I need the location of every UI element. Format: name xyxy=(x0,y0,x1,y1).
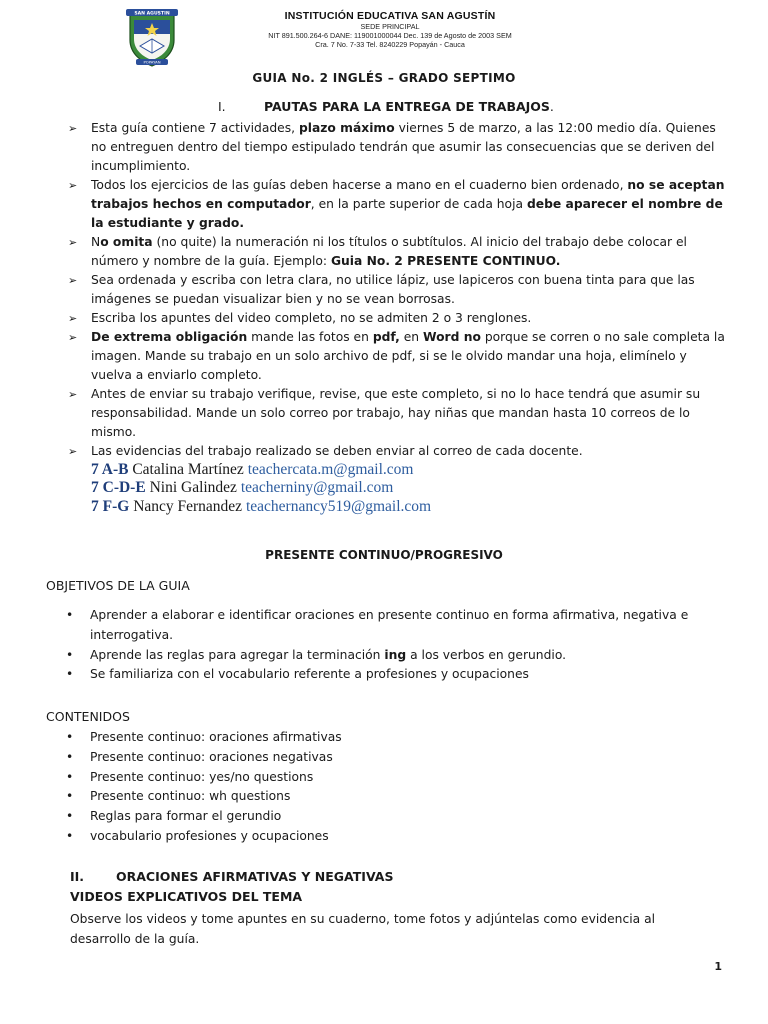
arrow-bullet-icon: ➢ xyxy=(68,179,78,192)
address-line: Cra. 7 No. 7-33 Tel. 8240229 Popayán - Cauca xyxy=(315,40,465,49)
bullet-icon: • xyxy=(66,789,74,804)
contact-row xyxy=(91,498,431,516)
rule-text: viernes 5 de marzo, a las 12:00 medio día. Quienes no entreguen dentro del tiempo estipulado tendrán que asumir las consecuencias que se deriven del incumplimiento. xyxy=(91,121,716,173)
bullet-icon: • xyxy=(66,667,74,682)
nit-line: NIT 891.500.264-6 DANE: 119001000044 Dec. 139 de Agosto de 2003 SEM xyxy=(268,31,512,40)
page-number: 1 xyxy=(714,960,722,973)
section-title: PAUTAS PARA LA ENTREGA DE TRABAJOS xyxy=(264,99,550,114)
bullet-icon: • xyxy=(66,730,74,744)
list-item xyxy=(68,385,728,442)
arrow-bullet-icon: ➢ xyxy=(68,122,78,135)
section-period: . xyxy=(549,99,554,114)
school-crest-logo xyxy=(120,6,184,68)
rule-bold-text: De extrema obligación xyxy=(91,330,248,344)
list-item xyxy=(46,646,696,666)
objective-text: Aprender a elaborar e identificar oraciones en presente continuo en forma afirmativa, negativa e interrogativa. xyxy=(90,608,689,642)
section-number: II. xyxy=(70,869,85,884)
list-item xyxy=(68,328,728,385)
contact-row xyxy=(91,479,431,497)
content-text: Presente continuo: wh questions xyxy=(90,789,291,804)
topic-title: PRESENTE CONTINUO/PROGRESIVO xyxy=(265,548,503,562)
rule-text: porque se corren o no sale completa la imagen. Mande su trabajo en un solo archivo de pdf, si se le olvido mandar una hoja, elimínelo y vuelva a enviarlo completo. xyxy=(91,330,725,382)
contact-email-link[interactable]: teacherniny@gmail.com xyxy=(240,479,394,497)
section-heading-i xyxy=(218,99,554,114)
contact-name: Nancy Fernandez xyxy=(133,497,243,515)
rule-bold-text: no se aceptan trabajos hechos en computador xyxy=(91,178,725,211)
rule-text: Antes de enviar su trabajo verifique, revise, que este completo, si no lo hace tendrá que asumir su responsabilidad. Mande un solo correo por trabajo, hay niñas que mandan hasta 10 correos de lo mismo. xyxy=(91,387,701,439)
list-item xyxy=(46,606,696,646)
contact-email-link[interactable]: teachernancy519@gmail.com xyxy=(245,497,432,515)
logo-top-text: SAN AGUSTIN xyxy=(134,11,170,17)
content-text: Reglas para formar el gerundio xyxy=(90,809,282,824)
instructions-paragraph: Observe los videos y tome apuntes en su cuaderno, tome fotos y adjúntelas como evidencia al desarrollo de la guía. xyxy=(70,912,656,946)
list-item xyxy=(68,309,728,328)
contact-row xyxy=(91,461,431,479)
section-title: ORACIONES AFIRMATIVAS Y NEGATIVAS xyxy=(116,869,394,884)
logo-bottom-text: POPAYAN xyxy=(143,59,161,65)
contact-email-link[interactable]: teachercata.m@gmail.com xyxy=(247,461,414,478)
list-item xyxy=(46,807,696,827)
rule-text: Las evidencias del trabajo realizado se deben enviar al correo de cada docente. xyxy=(91,444,583,458)
list-item xyxy=(68,176,728,233)
list-item xyxy=(46,748,696,768)
rule-bold-text: plazo máximo xyxy=(298,121,395,135)
contact-group: 7 F-G xyxy=(91,497,130,515)
content-text: Presente continuo: yes/no questions xyxy=(90,769,314,784)
content-text: vocabulario profesiones y ocupaciones xyxy=(90,828,329,843)
section-heading-ii xyxy=(70,869,393,884)
content-text: Presente continuo: oraciones negativas xyxy=(90,749,333,764)
list-item xyxy=(68,442,728,461)
rule-text: Sea ordenada y escriba con letra clara, no utilice lápiz, use lapiceros con buena tinta para que las imágenes se puedan visualizar bien y no se vean borrosas. xyxy=(91,273,695,306)
list-item xyxy=(46,768,696,788)
contact-name: Nini Galindez xyxy=(149,479,237,497)
contents-heading: CONTENIDOS xyxy=(46,709,130,724)
institution-name: INSTITUCIÓN EDUCATIVA SAN AGUSTÍN xyxy=(284,10,496,22)
rule-text: en xyxy=(399,330,423,344)
bullet-icon: • xyxy=(66,828,74,843)
rule-bold-text: pdf, xyxy=(372,330,400,344)
rule-bold-text: debe aparecer el nombre de la estudiante y grado. xyxy=(91,197,723,230)
bullet-icon: • xyxy=(66,608,74,622)
rule-bold-text: Guia No. 2 PRESENTE CONTINUO. xyxy=(330,254,561,268)
contents-list xyxy=(46,728,696,847)
letterhead xyxy=(200,10,580,49)
arrow-bullet-icon: ➢ xyxy=(68,312,78,325)
list-item xyxy=(68,271,728,309)
objective-bold-text: ing xyxy=(384,647,407,662)
teacher-contacts xyxy=(91,461,431,516)
objective-text: Aprende las reglas para agregar la terminación xyxy=(90,647,385,662)
rule-text: , en la parte superior de cada hoja xyxy=(310,197,527,211)
rule-text: Esta guía contiene 7 actividades, xyxy=(91,121,299,135)
section-number: I. xyxy=(218,99,226,114)
arrow-bullet-icon: ➢ xyxy=(68,388,78,401)
list-item xyxy=(46,665,696,685)
bullet-icon: • xyxy=(66,809,74,824)
bullet-icon: • xyxy=(66,769,74,784)
rule-text: mande las fotos en xyxy=(247,330,373,344)
list-item xyxy=(68,119,728,176)
rule-text: N xyxy=(91,235,101,249)
list-item xyxy=(46,728,696,748)
rules-list xyxy=(68,119,728,461)
guide-title: GUIA No. 2 INGLÉS – GRADO SEPTIMO xyxy=(252,71,516,85)
bullet-icon: • xyxy=(66,749,74,764)
arrow-bullet-icon: ➢ xyxy=(68,445,78,458)
content-text: Presente continuo: oraciones afirmativas xyxy=(90,730,342,744)
list-item xyxy=(68,233,728,271)
bullet-icon: • xyxy=(66,647,74,662)
arrow-bullet-icon: ➢ xyxy=(68,236,78,249)
objective-text: a los verbos en gerundio. xyxy=(406,647,567,662)
contact-group: 7 C-D-E xyxy=(91,479,146,497)
contact-group: 7 A-B xyxy=(91,461,129,478)
rule-text: Escriba los apuntes del video completo, no se admiten 2 o 3 renglones. xyxy=(91,311,532,325)
list-item xyxy=(46,827,696,847)
rule-text: (no quite) la numeración ni los títulos o subtítulos. Al inicio del trabajo debe colocar el número y nombre de la guía. Ejemplo: xyxy=(91,235,687,268)
objective-text: Se familiariza con el vocabulario referente a profesiones y ocupaciones xyxy=(90,667,529,682)
rule-bold-text: o omita xyxy=(100,235,153,249)
sede-line: SEDE PRINCIPAL xyxy=(360,22,420,31)
objectives-heading: OBJETIVOS DE LA GUIA xyxy=(46,578,190,593)
rule-bold-text: Word no xyxy=(422,330,481,344)
arrow-bullet-icon: ➢ xyxy=(68,331,78,344)
videos-heading: VIDEOS EXPLICATIVOS DEL TEMA xyxy=(70,889,303,904)
list-item xyxy=(46,787,696,807)
contact-name: Catalina Martínez xyxy=(132,461,244,478)
objectives-list xyxy=(46,606,696,685)
rule-text: Todos los ejercicios de las guías deben hacerse a mano en el cuaderno bien ordenado, xyxy=(91,178,628,192)
arrow-bullet-icon: ➢ xyxy=(68,274,78,287)
